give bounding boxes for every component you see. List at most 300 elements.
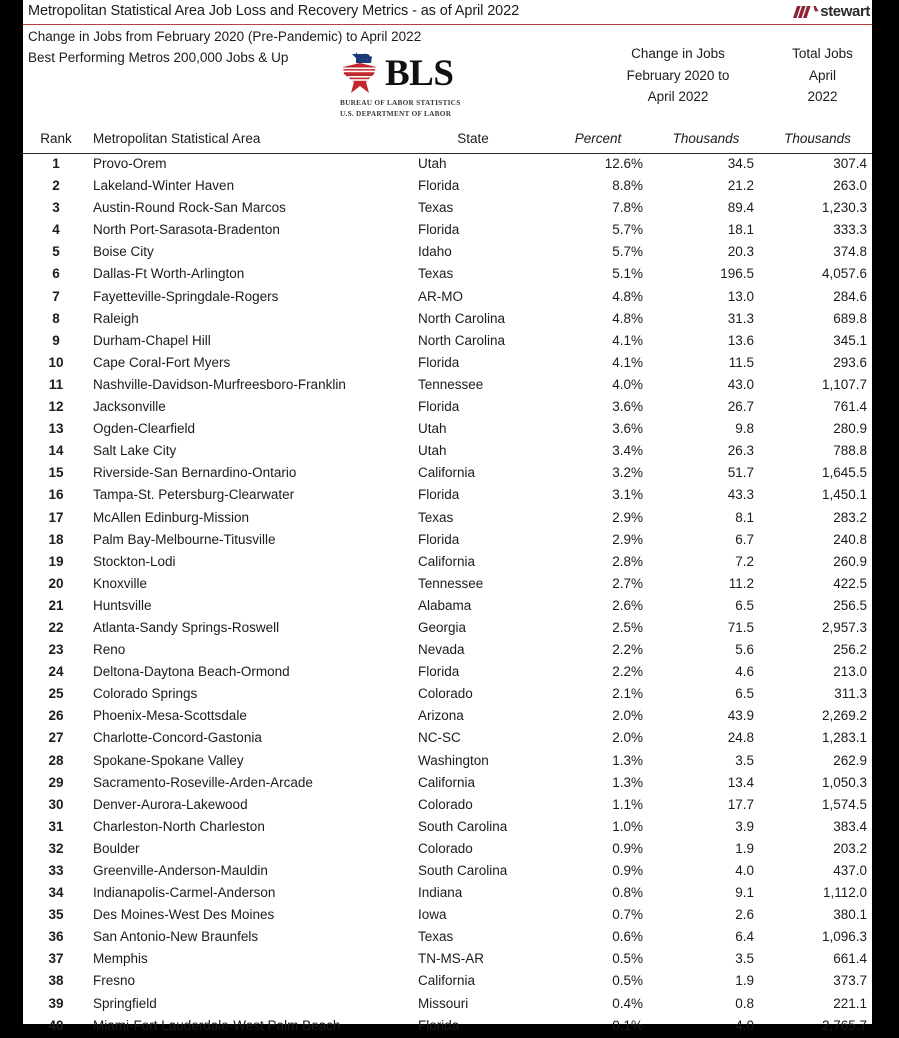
cell-thousands: 8.1: [735, 509, 754, 525]
cell-percent: 0.1%: [612, 1017, 643, 1033]
cell-thousands: 7.2: [735, 553, 754, 569]
cell-thousands: 21.2: [727, 178, 754, 194]
cell-thousands: 1.9: [735, 840, 754, 856]
bls-subtitle-1: BUREAU OF LABOR STATISTICS: [340, 98, 461, 107]
cell-thousands: 89.4: [727, 200, 754, 216]
cell-rank: 36: [48, 929, 64, 945]
bls-logo: [338, 51, 498, 121]
cell-total-thousands: 2,957.3: [821, 619, 867, 635]
cell-thousands: 9.8: [735, 421, 754, 437]
cell-rank: 30: [48, 796, 64, 812]
cell-thousands: 11.5: [728, 354, 754, 370]
cell-total-thousands: 333.3: [833, 222, 867, 238]
cell-rank: 26: [48, 708, 64, 724]
cell-total-thousands: 383.4: [833, 818, 867, 834]
group-header-change-line-3: April 2022: [647, 89, 709, 104]
cell-state: AR-MO: [418, 288, 463, 304]
column-header-rank: Rank: [40, 131, 72, 146]
cell-percent: 3.1%: [612, 487, 643, 503]
table-row[interactable]: [23, 706, 872, 728]
cell-rank: 12: [48, 399, 64, 415]
cell-msa: Greenville-Anderson-Mauldin: [93, 863, 268, 878]
column-header-msa: Metropolitan Statistical Area: [93, 131, 261, 146]
table-row[interactable]: [23, 574, 872, 596]
cell-thousands: 0.8: [735, 995, 754, 1011]
cell-thousands: 13.4: [727, 774, 754, 790]
bls-subtitle-2: U.S. DEPARTMENT OF LABOR: [340, 108, 452, 118]
cell-rank: 6: [52, 266, 60, 282]
cell-rank: 13: [48, 421, 64, 437]
cell-percent: 4.1%: [612, 332, 643, 348]
bls-logo-top: [338, 51, 498, 97]
cell-total-thousands: 373.7: [833, 973, 867, 989]
cell-state: Florida: [418, 354, 460, 370]
cell-state: Florida: [418, 664, 460, 680]
cell-percent: 2.9%: [612, 509, 643, 525]
cell-percent: 1.1%: [612, 796, 643, 812]
cell-rank: 15: [48, 465, 64, 481]
cell-state: Texas: [418, 266, 454, 282]
cell-thousands: 11.2: [728, 575, 754, 591]
cell-state: Colorado: [418, 796, 473, 812]
group-header-total-line-1: Total Jobs: [792, 46, 853, 61]
cell-state: California: [418, 774, 476, 790]
cell-state: California: [418, 553, 476, 569]
cell-total-thousands: 437.0: [833, 863, 867, 878]
cell-thousands: 34.5: [727, 156, 754, 171]
cell-state: Idaho: [418, 244, 452, 260]
cell-state: Georgia: [418, 619, 467, 635]
cell-state: Alabama: [418, 597, 472, 613]
cell-percent: 3.6%: [612, 399, 643, 415]
cell-msa: Provo-Orem: [93, 156, 167, 171]
cell-total-thousands: 256.5: [833, 597, 867, 613]
cell-msa: Jacksonville: [93, 399, 166, 415]
cell-percent: 2.1%: [612, 686, 643, 702]
table-row[interactable]: [23, 883, 872, 905]
cell-total-thousands: 661.4: [833, 951, 867, 967]
table-row[interactable]: [23, 1016, 872, 1038]
cell-thousands: 31.3: [727, 310, 754, 326]
cell-msa: Austin-Round Rock-San Marcos: [93, 200, 286, 216]
cell-thousands: 71.5: [727, 619, 754, 635]
cell-msa: Durham-Chapel Hill: [93, 332, 211, 348]
cell-thousands: 51.7: [727, 465, 754, 481]
cell-state: Florida: [418, 178, 460, 194]
cell-percent: 3.6%: [612, 421, 643, 437]
cell-msa: Spokane-Spokane Valley: [93, 752, 244, 768]
cell-rank: 1: [52, 156, 60, 171]
cell-msa: Boise City: [93, 244, 154, 260]
cell-msa: Fayetteville-Springdale-Rogers: [93, 288, 279, 304]
bls-acronym: BLS: [385, 53, 454, 94]
cell-rank: 40: [48, 1017, 64, 1033]
table-row[interactable]: [23, 861, 872, 883]
cell-percent: 5.7%: [612, 244, 643, 260]
group-header-total-line-2: April: [808, 67, 836, 83]
page-title: Metropolitan Statistical Area Job Loss and Recovery Metrics - as of April 2022: [28, 3, 520, 19]
cell-state: Utah: [418, 443, 447, 459]
table-row[interactable]: [23, 463, 872, 485]
cell-total-thousands: 4,057.6: [821, 266, 867, 282]
cell-rank: 21: [48, 597, 64, 613]
cell-state: Iowa: [418, 907, 447, 923]
cell-msa: Des Moines-West Des Moines: [93, 907, 275, 923]
cell-percent: 2.6%: [612, 597, 643, 613]
cell-rank: 28: [48, 752, 64, 768]
cell-state: Texas: [418, 200, 454, 216]
table-row[interactable]: [23, 684, 872, 706]
cell-percent: 2.2%: [612, 642, 643, 658]
cell-total-thousands: 263.0: [833, 178, 867, 194]
table-row[interactable]: [23, 795, 872, 817]
cell-thousands: 4.6: [735, 664, 754, 680]
cell-total-thousands: 761.4: [833, 399, 867, 415]
cell-msa: Ogden-Clearfield: [93, 421, 196, 437]
table-row[interactable]: [23, 331, 872, 353]
cell-state: Arizona: [418, 708, 464, 724]
cell-rank: 33: [48, 863, 64, 878]
cell-thousands: 20.3: [727, 244, 754, 260]
cell-total-thousands: 1,283.1: [821, 730, 867, 746]
cell-state: Nevada: [418, 642, 465, 658]
cell-total-thousands: 1,230.3: [821, 200, 867, 216]
group-header-total-line-3: 2022: [807, 89, 838, 104]
cell-msa: North Port-Sarasota-Bradenton: [93, 222, 280, 238]
cell-total-thousands: 689.8: [833, 310, 867, 326]
cell-rank: 16: [48, 487, 64, 503]
stewart-wordmark: stewart: [820, 3, 870, 20]
cell-percent: 0.7%: [612, 907, 643, 923]
cell-state: California: [418, 465, 476, 481]
table-row[interactable]: [23, 264, 872, 286]
cell-percent: 4.8%: [612, 310, 643, 326]
cell-msa: Salt Lake City: [93, 443, 177, 459]
cell-thousands: 5.6: [735, 642, 754, 658]
cell-percent: 2.0%: [612, 730, 643, 746]
cell-msa: Springfield: [93, 995, 157, 1011]
cell-thousands: 26.7: [727, 399, 754, 415]
cell-percent: 2.9%: [612, 531, 643, 547]
cell-total-thousands: 1,096.3: [821, 929, 867, 945]
group-header-total-jobs: [773, 43, 872, 108]
cell-total-thousands: 284.6: [833, 288, 867, 304]
cell-total-thousands: 1,574.5: [821, 796, 867, 812]
cell-rank: 10: [48, 354, 64, 370]
cell-msa: Lakeland-Winter Haven: [93, 178, 235, 194]
table-row[interactable]: [23, 839, 872, 861]
cell-total-thousands: 221.1: [833, 995, 867, 1011]
cell-rank: 38: [48, 973, 64, 989]
cell-state: North Carolina: [418, 332, 506, 348]
cell-thousands: 17.7: [727, 796, 754, 812]
cell-total-thousands: 203.2: [833, 840, 867, 856]
cell-thousands: 1.9: [735, 973, 754, 989]
cell-total-thousands: 422.5: [833, 575, 867, 591]
cell-thousands: 43.9: [727, 708, 754, 724]
cell-percent: 0.5%: [612, 973, 643, 989]
cell-state: Texas: [418, 509, 454, 525]
cell-state: Colorado: [418, 686, 473, 702]
cell-total-thousands: 345.1: [833, 332, 867, 348]
table-row[interactable]: [23, 287, 872, 309]
cell-rank: 3: [52, 200, 60, 216]
cell-percent: 5.1%: [612, 266, 643, 282]
table-row[interactable]: [23, 485, 872, 507]
cell-state: Washington: [418, 752, 489, 768]
cell-total-thousands: 1,050.3: [821, 774, 867, 790]
table-row[interactable]: [23, 552, 872, 574]
table-row[interactable]: [23, 662, 872, 684]
cell-thousands: 2.6: [735, 907, 754, 923]
cell-thousands: 6.4: [735, 929, 754, 945]
cell-total-thousands: 240.8: [833, 531, 867, 547]
cell-rank: 8: [52, 310, 60, 326]
bls-star-icon: [338, 52, 384, 96]
cell-state: Texas: [418, 929, 454, 945]
cell-msa: Stockton-Lodi: [93, 553, 176, 569]
cell-state: TN-MS-AR: [418, 951, 484, 967]
table-row[interactable]: [23, 640, 872, 662]
cell-total-thousands: 293.6: [833, 354, 867, 370]
cell-percent: 2.2%: [612, 664, 643, 680]
cell-msa: San Antonio-New Braunfels: [93, 929, 259, 945]
cell-thousands: 6.5: [735, 597, 754, 613]
cell-rank: 25: [48, 686, 64, 702]
column-header-total-thousands: Thousands: [784, 131, 851, 146]
cell-thousands: 13.6: [727, 332, 754, 348]
group-header-change-in-jobs: [563, 43, 793, 108]
cell-total-thousands: 213.0: [833, 664, 867, 680]
cell-thousands: 4.0: [735, 1017, 754, 1033]
cell-total-thousands: 374.8: [833, 244, 867, 260]
cell-thousands: 6.5: [735, 686, 754, 702]
cell-rank: 17: [48, 509, 64, 525]
cell-total-thousands: 2,269.2: [821, 708, 867, 724]
table-row[interactable]: [23, 198, 872, 220]
table-row[interactable]: [23, 397, 872, 419]
subtitle-line-2: Best Performing Metros 200,000 Jobs & Up: [28, 50, 289, 65]
stewart-bars-icon: [793, 5, 819, 19]
table-row[interactable]: [23, 596, 872, 618]
table-row[interactable]: [23, 441, 872, 463]
cell-percent: 2.7%: [612, 575, 643, 591]
cell-msa: Fresno: [93, 973, 136, 989]
cell-msa: Tampa-St. Petersburg-Clearwater: [93, 487, 295, 503]
cell-total-thousands: 1,645.5: [821, 465, 867, 481]
table-row[interactable]: [23, 751, 872, 773]
cell-thousands: 3.9: [735, 818, 754, 834]
cell-msa: Riverside-San Bernardino-Ontario: [93, 465, 297, 481]
cell-percent: 0.9%: [612, 840, 643, 856]
cell-state: Florida: [418, 531, 460, 547]
cell-msa: Reno: [93, 642, 126, 658]
table-row[interactable]: [23, 773, 872, 795]
column-header-thousands: Thousands: [672, 131, 740, 146]
cell-state: Colorado: [418, 840, 473, 856]
cell-percent: 4.1%: [612, 354, 643, 370]
table-row[interactable]: [23, 927, 872, 949]
cell-percent: 0.9%: [612, 863, 643, 878]
cell-msa: Miami-Fort Lauderdale-West Palm Beach: [93, 1017, 341, 1033]
table-row[interactable]: [23, 220, 872, 242]
column-header-state: State: [457, 131, 489, 146]
cell-rank: 7: [52, 288, 60, 304]
cell-percent: 2.5%: [612, 619, 643, 635]
cell-rank: 24: [48, 664, 64, 680]
cell-percent: 8.8%: [612, 178, 643, 194]
cell-percent: 3.4%: [612, 443, 643, 459]
cell-total-thousands: 380.1: [833, 907, 867, 923]
cell-thousands: 4.0: [735, 863, 754, 878]
table-row[interactable]: [23, 905, 872, 927]
table-row[interactable]: [23, 949, 872, 971]
cell-rank: 4: [52, 222, 60, 238]
title-bar: [23, 0, 872, 25]
cell-total-thousands: 280.9: [833, 421, 867, 437]
cell-rank: 34: [48, 885, 64, 901]
cell-msa: Knoxville: [93, 575, 148, 591]
cell-percent: 3.2%: [612, 465, 643, 481]
cell-total-thousands: 256.2: [833, 642, 867, 658]
table-row[interactable]: [23, 309, 872, 331]
table-row[interactable]: [23, 508, 872, 530]
cell-percent: 5.7%: [612, 222, 643, 238]
cell-percent: 0.5%: [612, 951, 643, 967]
cell-percent: 12.6%: [604, 156, 643, 171]
cell-thousands: 24.8: [727, 730, 754, 746]
cell-rank: 27: [48, 730, 64, 746]
table-row[interactable]: [23, 242, 872, 264]
cell-state: Florida: [418, 399, 460, 415]
cell-rank: 32: [48, 840, 64, 856]
cell-state: Tennessee: [418, 575, 484, 591]
cell-rank: 14: [48, 443, 64, 459]
cell-state: North Carolina: [418, 310, 506, 326]
cell-thousands: 43.0: [727, 376, 754, 392]
report-page: [23, 0, 872, 1033]
cell-msa: Dallas-Ft Worth-Arlington: [93, 266, 245, 282]
cell-thousands: 18.1: [727, 222, 754, 238]
cell-rank: 9: [52, 332, 60, 348]
cell-percent: 4.8%: [612, 288, 643, 304]
cell-total-thousands: 311.3: [834, 686, 867, 702]
cell-thousands: 3.5: [735, 951, 754, 967]
table-column-headers: [23, 131, 872, 154]
cell-msa: Indianapolis-Carmel-Anderson: [93, 885, 276, 901]
cell-msa: Charlotte-Concord-Gastonia: [93, 730, 262, 746]
cell-rank: 31: [48, 818, 64, 834]
cell-percent: 7.8%: [612, 200, 643, 216]
table-row[interactable]: [23, 353, 872, 375]
cell-msa: Memphis: [93, 951, 148, 967]
subtitle-line-1: Change in Jobs from February 2020 (Pre-Pandemic) to April 2022: [28, 29, 422, 44]
cell-thousands: 43.3: [727, 487, 754, 503]
table-row[interactable]: [23, 994, 872, 1016]
cell-state: Missouri: [418, 995, 469, 1011]
cell-rank: 19: [48, 553, 64, 569]
cell-percent: 2.0%: [612, 708, 643, 724]
cell-rank: 18: [48, 531, 64, 547]
group-header-change-line-2: February 2020 to: [626, 67, 730, 83]
cell-state: Utah: [418, 156, 447, 171]
cell-rank: 20: [48, 575, 64, 591]
cell-msa: Sacramento-Roseville-Arden-Arcade: [93, 774, 313, 790]
cell-rank: 23: [48, 642, 64, 658]
table-row[interactable]: [23, 817, 872, 839]
cell-state: California: [418, 973, 476, 989]
cell-total-thousands: 307.4: [833, 156, 867, 171]
cell-percent: 4.0%: [612, 376, 643, 392]
cell-rank: 39: [48, 995, 64, 1011]
table-row[interactable]: [23, 154, 872, 176]
cell-msa: Palm Bay-Melbourne-Titusville: [93, 531, 276, 547]
cell-percent: 1.3%: [612, 752, 643, 768]
stewart-logo: [793, 2, 870, 21]
cell-state: Florida: [418, 1017, 460, 1033]
table-row[interactable]: [23, 971, 872, 993]
cell-total-thousands: 788.8: [833, 443, 867, 459]
cell-percent: 0.8%: [612, 885, 643, 901]
cell-state: Utah: [418, 421, 447, 437]
group-header-change-line-1: Change in Jobs: [631, 46, 725, 61]
table-body: [23, 154, 872, 1038]
cell-state: Florida: [418, 222, 460, 238]
cell-rank: 2: [52, 178, 60, 194]
cell-thousands: 196.5: [720, 266, 754, 282]
table-row[interactable]: [23, 419, 872, 441]
cell-thousands: 9.1: [735, 885, 754, 901]
cell-state: Florida: [418, 487, 460, 503]
cell-msa: Atlanta-Sandy Springs-Roswell: [93, 619, 280, 635]
cell-total-thousands: 1,112.0: [822, 885, 867, 901]
cell-thousands: 3.5: [735, 752, 754, 768]
table-row[interactable]: [23, 530, 872, 552]
cell-rank: 11: [48, 376, 64, 392]
cell-total-thousands: 1,107.7: [821, 376, 867, 392]
cell-rank: 37: [48, 951, 64, 967]
cell-msa: Deltona-Daytona Beach-Ormond: [93, 664, 290, 680]
table-row[interactable]: [23, 728, 872, 750]
cell-msa: Nashville-Davidson-Murfreesboro-Franklin: [93, 376, 346, 392]
cell-thousands: 13.0: [727, 288, 754, 304]
cell-msa: Denver-Aurora-Lakewood: [93, 796, 248, 812]
cell-msa: Charleston-North Charleston: [93, 818, 265, 834]
cell-state: Tennessee: [418, 376, 484, 392]
cell-msa: Cape Coral-Fort Myers: [93, 354, 231, 370]
cell-rank: 22: [48, 619, 64, 635]
cell-msa: Huntsville: [93, 597, 152, 613]
cell-msa: Colorado Springs: [93, 686, 198, 702]
cell-total-thousands: 1,450.1: [821, 487, 867, 503]
cell-state: Indiana: [418, 885, 463, 901]
cell-total-thousands: 2,765.7: [821, 1017, 867, 1033]
table-row[interactable]: [23, 176, 872, 198]
cell-total-thousands: 283.2: [833, 509, 867, 525]
cell-state: South Carolina: [418, 863, 508, 878]
cell-state: South Carolina: [418, 818, 508, 834]
cell-rank: 29: [48, 774, 64, 790]
cell-msa: McAllen Edinburg-Mission: [93, 509, 250, 525]
cell-msa: Boulder: [93, 840, 140, 856]
table-row[interactable]: [23, 375, 872, 397]
cell-percent: 1.0%: [612, 818, 643, 834]
cell-thousands: 26.3: [727, 443, 754, 459]
cell-percent: 1.3%: [612, 774, 643, 790]
cell-state: NC-SC: [418, 730, 461, 746]
table-row[interactable]: [23, 618, 872, 640]
cell-rank: 35: [48, 907, 64, 923]
